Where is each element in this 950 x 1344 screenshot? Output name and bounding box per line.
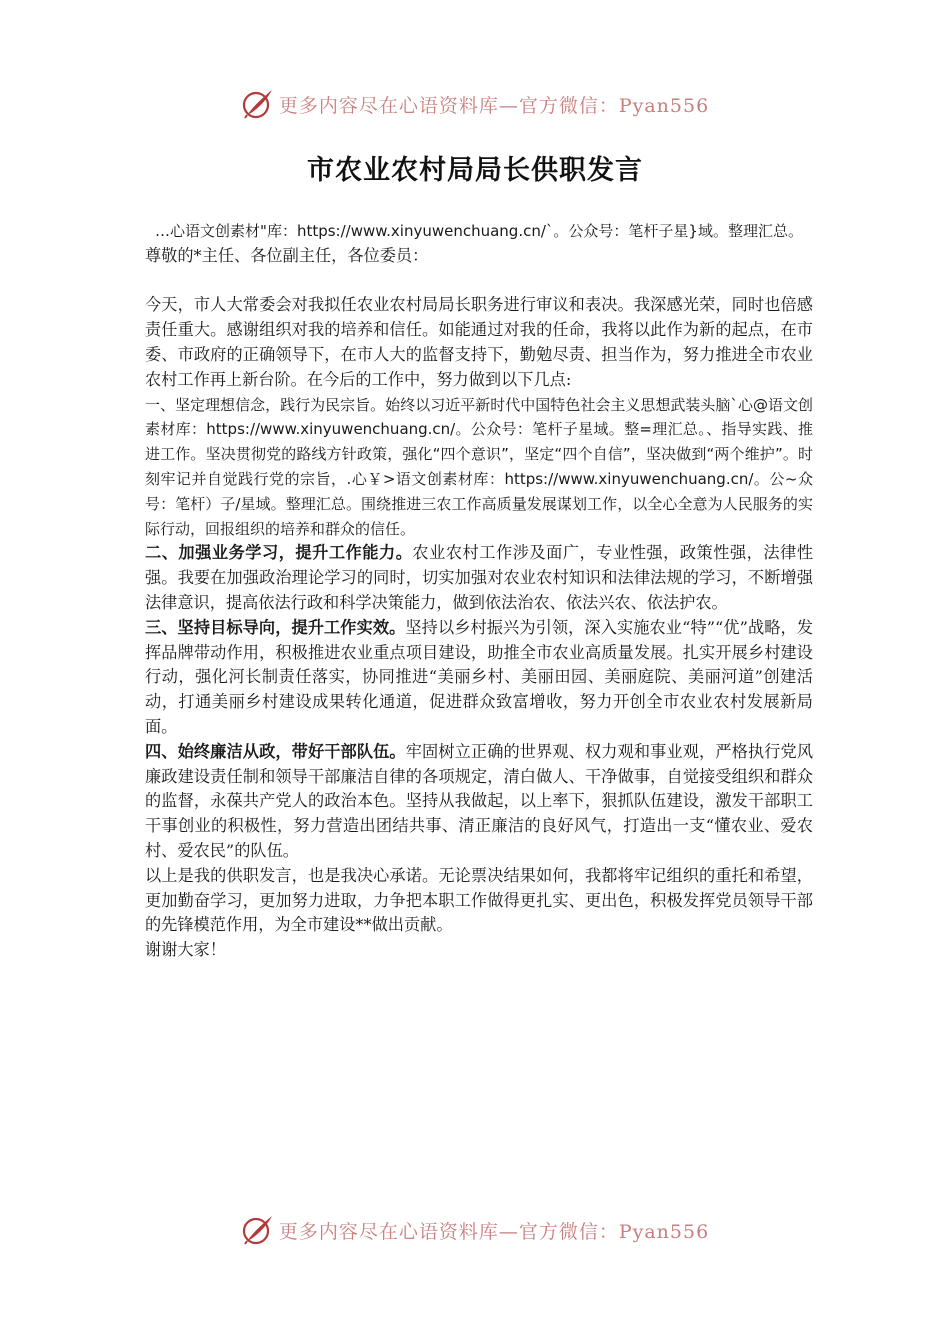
document-body (145, 219, 813, 963)
point-3-heading: 三、坚持目标导向，提升工作实效。 (145, 617, 406, 637)
blank-line (145, 269, 813, 294)
closing-paragraph: 以上是我的供职发言，也是我决心承诺。无论票决结果如何，我都将牢记组织的重托和希望，更加勤奋学习，更加努力进取，力争把本职工作做得更扎实、更出色，积极发挥党员领导干部的先锋模范作用，为全市建设**做出贡献。 (145, 865, 813, 935)
point-4-body: 牢固树立正确的世界观、权力观和事业观，严格执行党风廉政建设责任制和领导干部廉洁自律的各项规定，清白做人、干净做事，自觉接受组织和群众的监督，永葆共产党人的政治本色。坚持从我做起，以上率下，狠抓队伍建设，激发干部职工干事创业的积极性，努力营造出团结共事、清正廉洁的良好风气，打造出一支“懂农业、爱农村、爱农民”的队伍。 (145, 741, 814, 860)
salutation: 尊敬的*主任、各位副主任，各位委员： (145, 245, 429, 265)
thanks-line: 谢谢大家！ (145, 940, 226, 960)
point-4-paragraph (145, 740, 813, 864)
point-4-heading: 四、始终廉洁从政，带好干部队伍。 (145, 741, 406, 761)
point-3-paragraph (145, 616, 813, 740)
point-2-heading: 二、加强业务学习，提升工作能力。 (145, 543, 413, 563)
point-1-paragraph: 一、坚定理想信念，践行为民宗旨。始终以习近平新时代中国特色社会主义思想武装头脑`心@语文创素材库：https://www.xinyuwenchuang.cn/。公众号：笔杆子星域。整=理汇总。、指导实践、推进工作。坚决贯彻党的路线方针政策，强化“四个意识”，坚定“四个自信”，坚决做到“两个维护”。时刻牢记并自觉践行党的宗旨，.心￥>语文创素材库：https://www.xinyuwenchuang.cn/。公~众号：笔杆）子/星域。整理汇总。围绕推进三农工作高质量发展谋划工作，以全心全意为人民服务的实际行动，回报组织的培养和群众的信任。 (145, 395, 813, 538)
header-banner (0, 82, 950, 126)
intro-paragraph: 今天，市人大常委会对我拟任农业农村局局长职务进行审议和表决。我深感光荣，同时也倍感责任重大。感谢组织对我的培养和信任。如能通过对我的任命，我将以此作为新的起点，在市委、市政府的正确领导下，在市人大的监督支持下，勤勉尽责、担当作为，努力推进全市农业农村工作再上新台阶。在今后的工作中，努力做到以下几点: (145, 295, 813, 389)
banner-text: 更多内容尽在心语资料库—官方微信：Pyan556 (278, 94, 710, 117)
point-2-paragraph (145, 541, 813, 615)
quill-pen-logo-icon (241, 1213, 275, 1247)
page-title: 市农业农村局局长供职发言 (307, 155, 643, 186)
banner-text: 更多内容尽在心语资料库—官方微信：Pyan556 (278, 1220, 710, 1243)
source-note: …心语文创素材"库：https://www.xinyuwenchuang.cn/`。公众号：笔杆子星}域。整理汇总。 (155, 222, 803, 240)
point-2-body: 农业农村工作涉及面广，专业性强，政策性强，法律性强。我要在加强政治理论学习的同时，切实加强对农业农村知识和法律法规的学习，不断增强法律意识，提高依法行政和科学决策能力，做到依法治农、依法兴农、依法护农。 (145, 543, 814, 612)
footer-banner (0, 1208, 950, 1252)
quill-pen-logo-icon (241, 87, 275, 121)
point-3-body: 坚持以乡村振兴为引领，深入实施农业“特”“优”战略，发挥品牌带动作用，积极推进农业重点项目建设，助推全市农业高质量发展。扎实开展乡村建设行动，强化河长制责任落实，协同推进“美丽乡村、美丽田园、美丽庭院、美丽河道”创建活动，打通美丽乡村建设成果转化通道，促进群众致富增收，努力开创全市农业农村发展新局面。 (145, 617, 814, 736)
